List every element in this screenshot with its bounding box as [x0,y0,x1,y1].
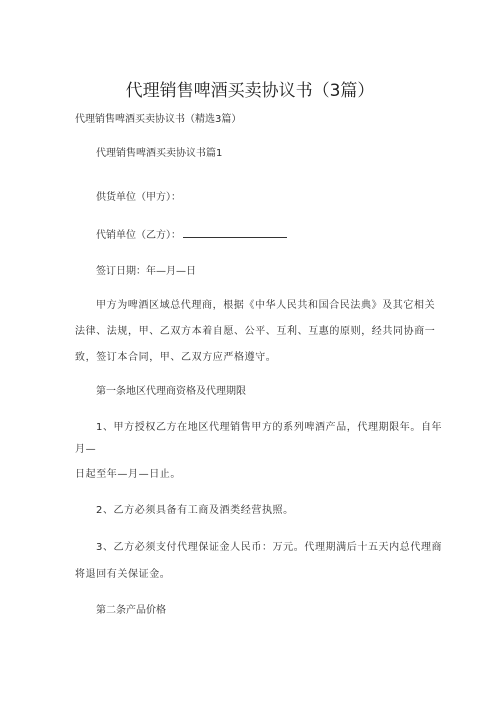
section-heading: 代理销售啤酒买卖协议书篇1 [96,148,223,159]
document-subtitle: 代理销售啤酒买卖协议书（精选3篇） [75,114,242,125]
document-title: 代理销售啤酒买卖协议书（3篇） [125,81,375,101]
clause-1-line-2: 月— [75,444,97,455]
supplier-label: 供货单位（甲方）： [96,192,181,203]
article-2-heading: 第二条产品价格 [96,605,166,616]
signature-blank [183,227,287,238]
clause-1-line-3: 日起至年—月—日止。 [75,469,181,480]
article-1-heading: 第一条地区代理商资格及代理期限 [96,386,246,397]
intro-line-1: 甲方为啤酒区域总代理商，根据《中华人民共和国合民法典》及其它相关 [96,300,436,311]
sign-date: 签订日期：年—月—日 [96,266,196,277]
clause-3-line-1: 3、乙方必须支付代理保证金人民币：万元。代理期满后十五天内总代理商 [96,542,443,553]
clause-3-line-2: 将退回有关保证金。 [75,569,171,580]
clause-2: 2、乙方必须具备有工商及酒类经营执照。 [96,505,294,516]
distributor-label: 代销单位（乙方）： [96,230,181,241]
intro-line-2: 法律、法规，甲、乙双方本着自愿、公平、互利、互惠的原则，经共同协商一 [75,326,436,337]
intro-line-3: 致，签订本合同，甲、乙双方应严格遵守。 [75,352,277,363]
clause-1-line-1: 1、甲方授权乙方在地区代理销售甲方的系列啤酒产品，代理期限年。自年 [96,422,443,433]
distributor-line [96,226,287,241]
